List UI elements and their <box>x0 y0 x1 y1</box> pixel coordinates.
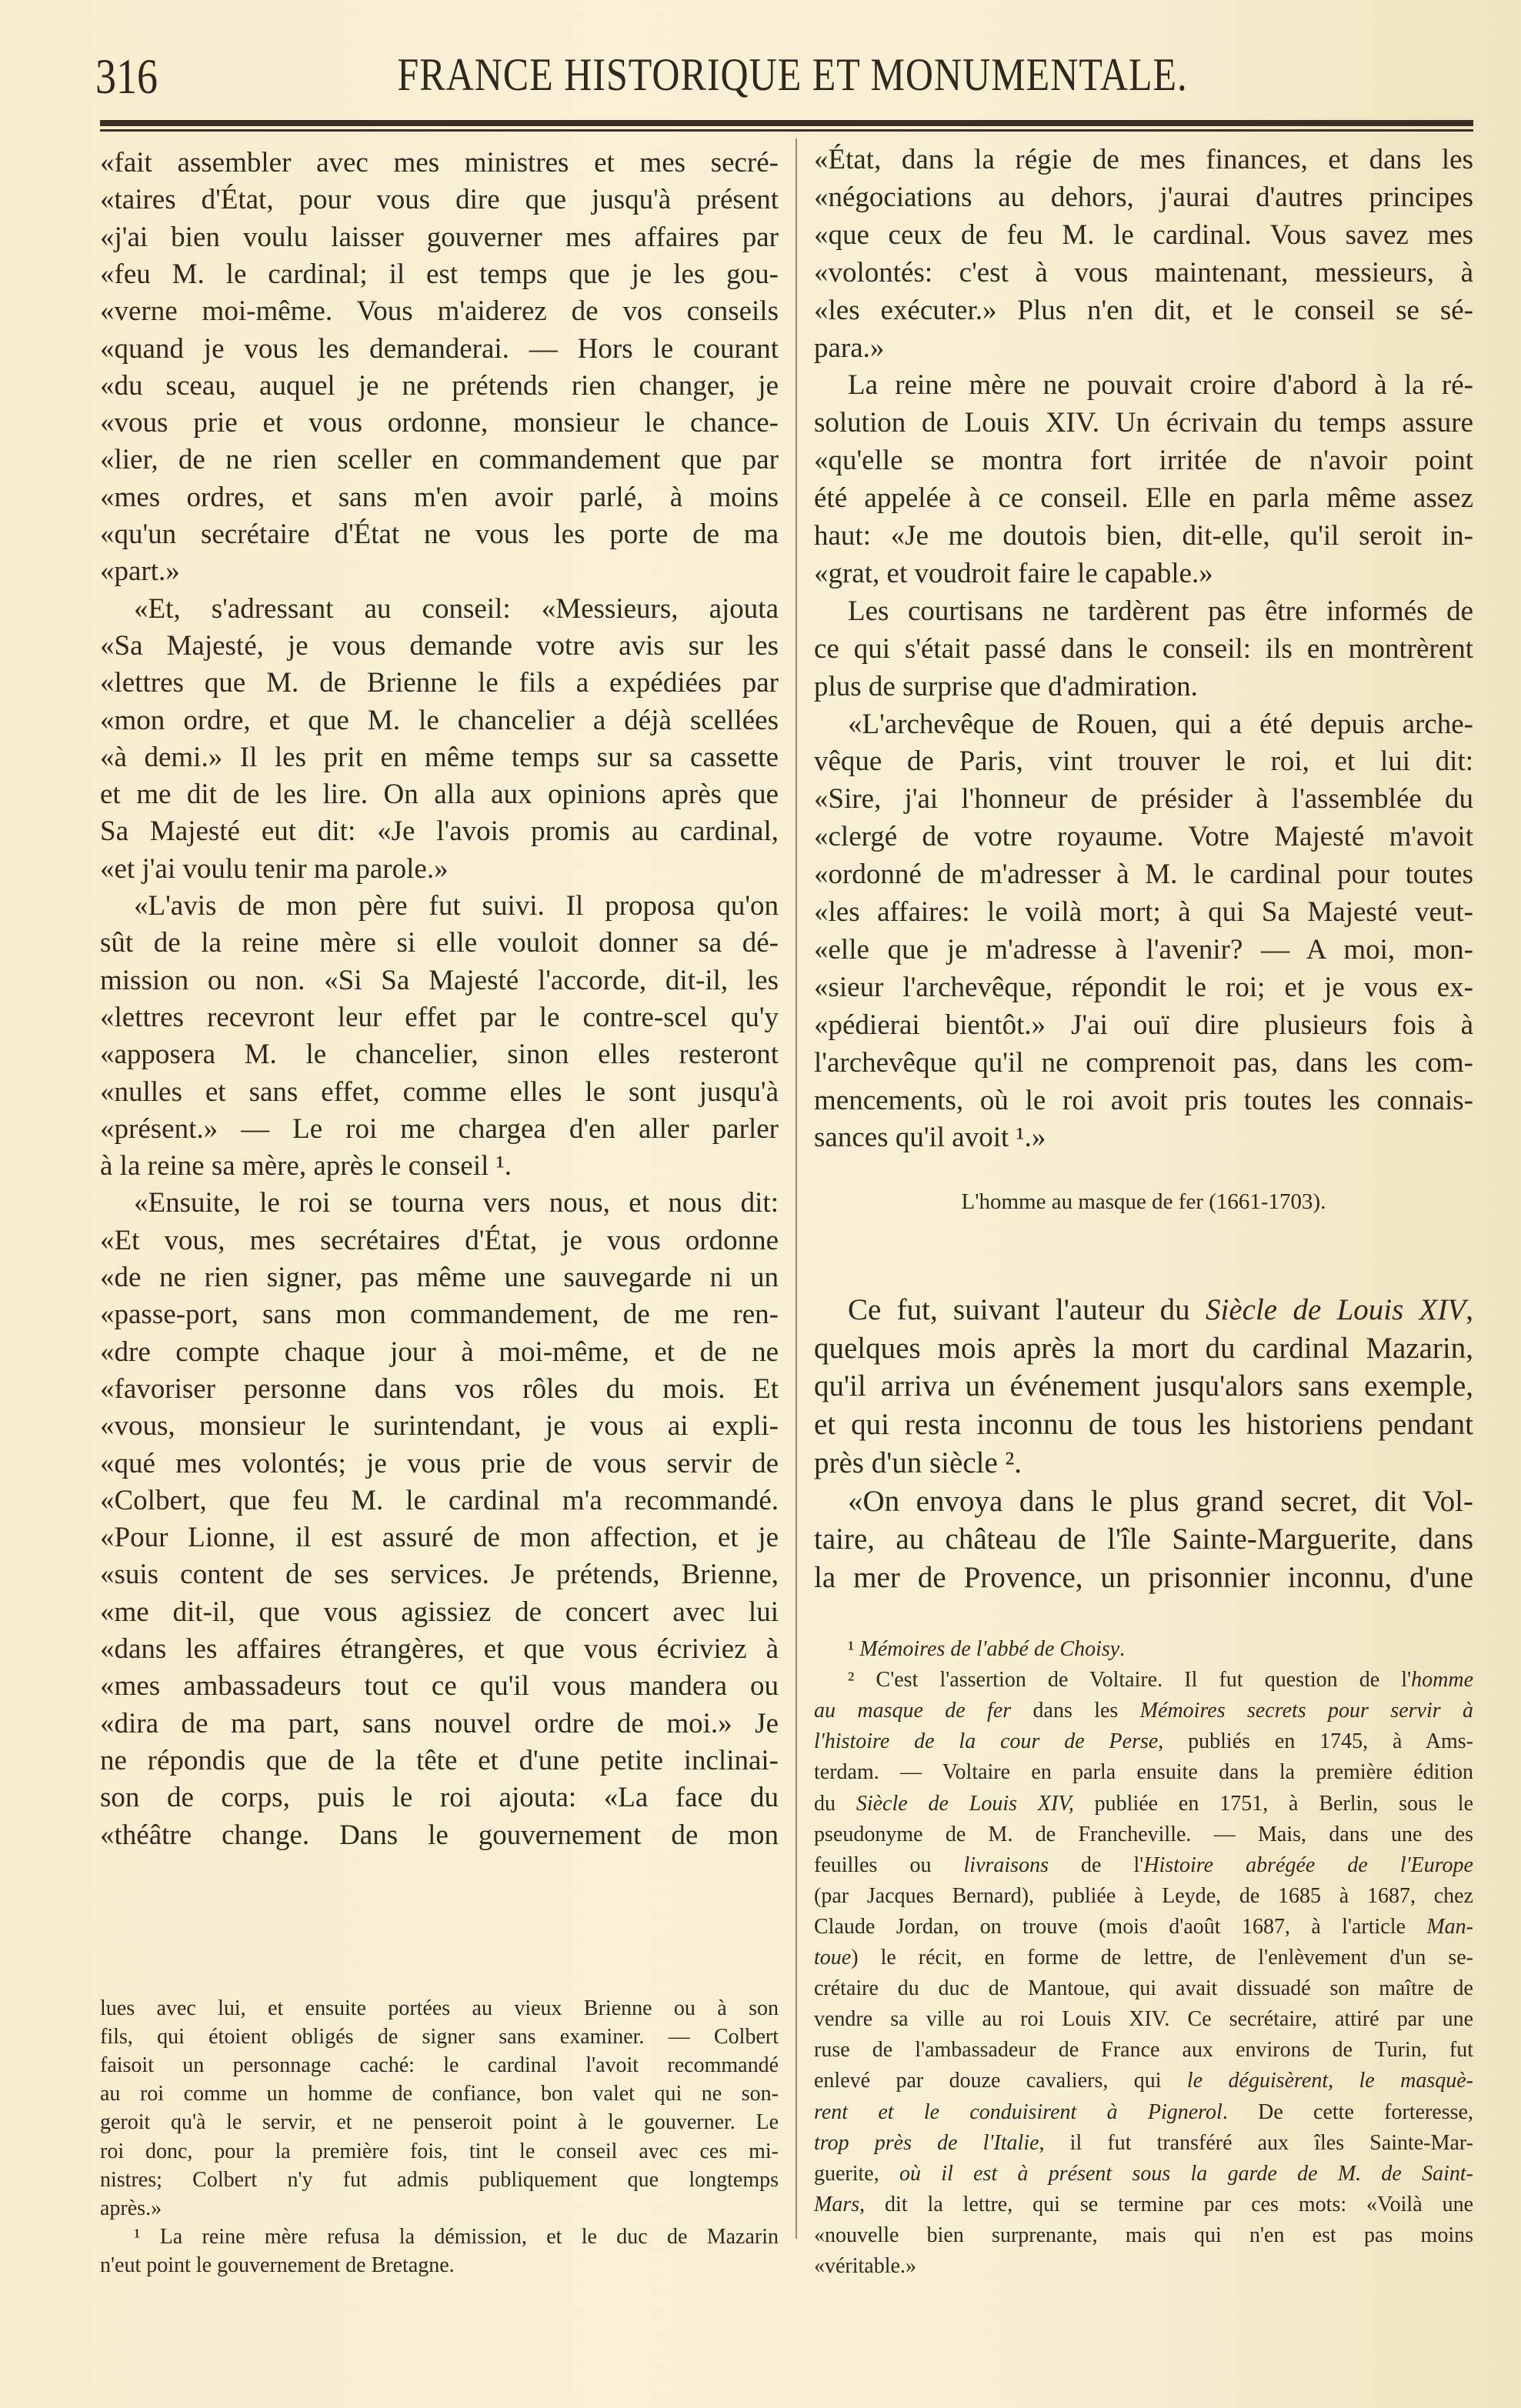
text-segment: «elle que je m'adresse à l'avenir? — A moi, mon- <box>814 933 1473 966</box>
text-line <box>100 145 779 182</box>
text-segment: enlevé par douze cavaliers, qui <box>814 2069 1187 2093</box>
text-line <box>814 2159 1473 2190</box>
text-line <box>100 1185 779 1222</box>
text-line <box>814 894 1473 932</box>
text-segment: «dans les affaires étrangères, et que vous écriviez à <box>100 1633 779 1665</box>
italic-text: Mémoires de l'abbé de Choisy <box>859 1637 1120 1661</box>
text-segment: «dira de ma part, sans nouvel ordre de moi.» Je <box>100 1707 779 1739</box>
text-segment: publiés en 1745, à Ams- <box>1163 1729 1474 1754</box>
text-segment: «favoriser personne dans vos rôles du mois. Et <box>100 1372 779 1405</box>
text-line <box>814 480 1473 518</box>
text-segment: «qué mes volontés; je vous prie de vous servir de <box>100 1447 779 1479</box>
text-segment: plus de surprise que d'admiration. <box>814 670 1198 702</box>
text-segment: «sieur l'archevêque, répondit le roi; et je vous ex- <box>814 971 1473 1003</box>
text-line <box>100 665 779 702</box>
text-line <box>814 593 1473 631</box>
text-segment: «lettres recevront leur effet par le contre-scel qu'y <box>100 1001 779 1033</box>
italic-text: livraisons <box>963 1853 1049 1877</box>
text-segment: «quand je vous les demanderai. — Hors le courant <box>100 332 779 365</box>
text-segment: à la reine sa mère, après le conseil ¹. <box>100 1150 512 1182</box>
text-line <box>814 1007 1473 1045</box>
text-line <box>100 1259 779 1296</box>
text-line <box>100 776 779 813</box>
text-line <box>100 1334 779 1371</box>
text-segment: n'eut point le gouvernement de Bretagne. <box>100 2253 455 2277</box>
text-line <box>100 368 779 405</box>
text-segment: ruse de l'ambassadeur de France aux environs de Turin, fut <box>814 2038 1473 2063</box>
text-segment: «mes ambassadeurs tout ce qu'il vous mandera ou <box>100 1670 779 1703</box>
text-segment: au roi comme un homme de confiance, bon valet qui ne son- <box>100 2082 779 2106</box>
text-segment: qu'il arriva un événement jusqu'alors sans exemple, <box>814 1369 1473 1403</box>
text-segment: dans les <box>1011 1699 1140 1723</box>
text-line <box>814 1696 1473 1726</box>
text-segment: «lettres que M. de Brienne le fils a expédiées par <box>100 667 779 699</box>
text-segment: et qui resta inconnu de tous les historiens pendant <box>814 1408 1473 1442</box>
text-segment: Sa Majesté eut dit: «Je l'avois promis au cardinal, <box>100 815 779 848</box>
text-line <box>100 1371 779 1408</box>
italic-text: au masque de fer <box>814 1699 1012 1723</box>
text-line <box>100 1994 779 2023</box>
text-segment: ¹ <box>848 1637 860 1661</box>
text-segment: «Et vous, mes secrétaires d'État, je vous ordonne <box>100 1224 779 1256</box>
text-line <box>814 367 1473 405</box>
text-segment: lues avec lui, et ensuite portées au vieux Brienne ou à son <box>100 1996 779 2020</box>
column-divider <box>796 138 797 2239</box>
text-line <box>814 255 1473 292</box>
text-line <box>814 1634 1473 1665</box>
text-line <box>814 932 1473 969</box>
text-line <box>814 1757 1473 1788</box>
text-segment: faisoit un personnage caché: le cardinal l'avoit recommandé <box>100 2053 779 2078</box>
text-line <box>100 331 779 368</box>
text-segment: solution de Louis XIV. Un écrivain du temps assure <box>814 407 1473 439</box>
text-segment: l'archevêque qu'il ne comprenoit pas, dans les com- <box>814 1046 1473 1079</box>
text-line <box>814 1973 1473 2004</box>
text-line <box>814 1819 1473 1850</box>
italic-text: Man- <box>1426 1914 1473 1939</box>
text-line <box>814 179 1473 217</box>
text-segment: para.» <box>814 332 885 364</box>
text-line <box>814 2190 1473 2220</box>
text-line <box>100 2223 779 2251</box>
header-rule-thin <box>100 129 1473 132</box>
text-segment: «L'archevêque de Rouen, qui a été depuis arche- <box>848 708 1473 740</box>
text-line <box>100 405 779 442</box>
text-segment: mission ou non. «Si Sa Majesté l'accorde, dit-il, les <box>100 964 779 996</box>
text-line <box>814 1406 1473 1444</box>
text-segment: son de corps, puis le roi ajouta: «La face du <box>100 1782 779 1814</box>
text-line <box>814 2004 1473 2035</box>
text-line <box>814 1559 1473 1597</box>
text-segment: «mes ordres, et sans m'en avoir parlé, à moins <box>100 481 779 513</box>
text-segment: (par Jacques Bernard), publiée à Leyde, de 1685 à 1687, chez <box>814 1883 1473 1908</box>
text-line <box>100 1817 779 1854</box>
text-segment: «L'avis de mon père fut suivi. Il proposa qu'on <box>134 890 779 922</box>
text-segment: «qu'elle se montra fort irritée de n'avoir point <box>814 445 1473 477</box>
text-segment: geroit qu'à le servir, et ne penseroit point à le gouverner. Le <box>100 2110 779 2135</box>
text-line <box>100 2137 779 2166</box>
text-line <box>100 1148 779 1185</box>
text-segment: terdam. — Voltaire en parla ensuite dans la première édition <box>814 1760 1473 1785</box>
text-segment: «État, dans la régie de mes finances, et dans les <box>814 144 1473 175</box>
text-segment: «suis content de ses services. Je prétends, Brienne, <box>100 1559 779 1591</box>
text-segment: «Sire, j'ai l'honneur de présider à l'assemblée du <box>814 783 1473 815</box>
italic-text: l'histoire de la cour de Perse, <box>814 1729 1164 1754</box>
text-segment: fils, qui étoient obligés de signer sans examiner. — Colbert <box>100 2025 779 2049</box>
text-segment: «clergé de votre royaume. Votre Majesté m'avoit <box>814 821 1473 853</box>
text-line <box>100 1296 779 1333</box>
text-line <box>814 856 1473 894</box>
header-rule <box>100 120 1473 126</box>
text-segment: «que ceux de feu M. le cardinal. Vous savez mes <box>814 218 1473 251</box>
text-line <box>100 628 779 665</box>
text-segment: sances qu'il avoit ¹.» <box>814 1122 1046 1154</box>
text-segment: roi donc, pour la première fois, tint le conseil avec ces mi- <box>100 2139 779 2163</box>
text-line <box>814 1881 1473 1912</box>
text-segment: ce qui s'était passé dans le conseil: ils en montrèrent <box>814 632 1473 665</box>
text-line <box>814 743 1473 781</box>
italic-text: homme <box>1411 1668 1473 1693</box>
text-line <box>100 591 779 628</box>
text-segment: «vous prie et vous ordonne, monsieur le chance- <box>100 407 779 439</box>
text-segment: «grat, et voudroit faire le capable.» <box>814 557 1213 589</box>
text-segment: feuilles ou <box>814 1853 964 1877</box>
text-segment: «dre compte chaque jour à moi-même, et de ne <box>100 1336 779 1368</box>
text-line <box>100 851 779 888</box>
text-line <box>100 2108 779 2136</box>
text-segment: ne répondis que de la tête et d'une petite inclinai- <box>100 1744 779 1776</box>
text-line <box>100 739 779 776</box>
text-line <box>814 2066 1473 2096</box>
text-segment: «ordonné de m'adresser à M. le cardinal pour toutes <box>814 859 1473 891</box>
text-segment: de l' <box>1048 1853 1144 1877</box>
text-line <box>100 1408 779 1445</box>
text-segment: «du sceau, auquel je ne prétends rien changer, je <box>100 369 779 402</box>
text-line <box>814 1444 1473 1482</box>
text-line <box>100 1111 779 1148</box>
text-line <box>814 2097 1473 2128</box>
text-line <box>100 516 779 553</box>
text-line <box>814 706 1473 744</box>
text-line <box>100 2079 779 2108</box>
text-segment: «les exécuter.» Plus n'en dit, et le conseil se sé- <box>814 294 1473 326</box>
text-segment: Claude Jordan, on trouve (mois d'août 1687, à l'article <box>814 1914 1427 1939</box>
text-line <box>814 405 1473 442</box>
text-line <box>100 1482 779 1519</box>
text-segment: vendre sa ville au roi Louis XIV. Ce secrétaire, attiré par une <box>814 2007 1473 2032</box>
text-segment: «négociations au dehors, j'aurai d'autres principes <box>814 181 1473 213</box>
text-line <box>814 1912 1473 1943</box>
text-line <box>100 1074 779 1111</box>
text-line <box>814 1482 1473 1521</box>
text-line <box>814 1329 1473 1368</box>
text-segment: . <box>1119 1637 1126 1661</box>
text-segment: . De cette forteresse, <box>1222 2099 1473 2124</box>
text-segment: «Et, s'adressant au conseil: «Messieurs, ajouta <box>134 592 779 625</box>
text-line <box>100 2166 779 2194</box>
text-segment: nistres; Colbert n'y fut admis publiquement que longtemps <box>100 2167 779 2192</box>
text-segment: «Pour Lionne, il est assuré de mon affection, et je <box>100 1522 779 1554</box>
text-segment: ¹ La reine mère refusa la démission, et le duc de Mazarin <box>134 2224 779 2249</box>
text-segment: crétaire du duc de Mantoue, qui avait dissuadé son maître de <box>814 1976 1473 2001</box>
text-line <box>100 256 779 293</box>
text-segment: ² C'est l'assertion de Voltaire. Il fut question de l' <box>848 1668 1412 1693</box>
text-line <box>814 217 1473 255</box>
italic-text: Histoire abrégée de l'Europe <box>1143 1853 1473 1877</box>
text-segment: , dit la lettre, qui se termine par ces mots: «Voilà une <box>859 2192 1473 2216</box>
text-segment: sût de la reine mère si elle vouloit donner sa dé- <box>100 927 779 959</box>
text-line <box>814 330 1473 368</box>
text-segment: «apposera M. le chancelier, sinon elles resteront <box>100 1039 779 1071</box>
text-line <box>100 1556 779 1593</box>
text-line <box>100 1706 779 1743</box>
text-line <box>814 1119 1473 1157</box>
text-line <box>814 1045 1473 1082</box>
text-segment: «qu'un secrétaire d'État ne vous les porte de ma <box>100 519 779 550</box>
text-segment: «et j'ai voulu tenir ma parole.» <box>100 852 449 885</box>
text-line <box>814 2035 1473 2066</box>
text-segment: «nouvelle bien surprenante, mais qui n'en est pas moins <box>814 2223 1473 2247</box>
text-segment: «nulles et sans effet, comme elles le sont jusqu'à <box>100 1076 779 1108</box>
text-line <box>814 1665 1473 1696</box>
text-line <box>100 925 779 962</box>
text-line <box>814 292 1473 330</box>
text-line <box>814 631 1473 669</box>
text-line <box>100 1668 779 1705</box>
text-segment: Les courtisans ne tardèrent pas être informés de <box>848 595 1473 627</box>
text-line <box>814 555 1473 593</box>
italic-text: Siècle de Louis XIV <box>1206 1293 1466 1326</box>
text-line <box>100 182 779 218</box>
italic-text: Mars <box>814 2192 860 2216</box>
text-line <box>100 962 779 999</box>
text-segment: «Colbert, que feu M. le cardinal m'a recommandé. <box>100 1484 779 1516</box>
text-segment: taire, au château de l'île Sainte-Marguerite, dans <box>814 1523 1473 1556</box>
text-segment: «de ne rien signer, pas même une sauvegarde ni un <box>100 1262 779 1293</box>
text-line <box>814 1291 1473 1329</box>
text-line <box>100 2251 779 2280</box>
text-line <box>100 1594 779 1631</box>
text-line <box>814 1367 1473 1406</box>
text-line <box>100 2051 779 2079</box>
text-line <box>100 1222 779 1259</box>
text-line <box>814 1726 1473 1757</box>
text-line <box>100 1743 779 1779</box>
text-segment: guerite, <box>814 2161 900 2186</box>
text-segment: du <box>814 1791 856 1816</box>
text-line <box>814 2251 1473 2282</box>
italic-text: Mémoires secrets pour servir à <box>1139 1699 1473 1723</box>
text-line <box>100 1631 779 1668</box>
text-segment: pseudonyme de M. de Francheville. — Mais, dans une des <box>814 1822 1473 1846</box>
text-segment: la mer de Provence, un prisonnier inconnu, d'une <box>814 1560 1473 1594</box>
text-line <box>814 2128 1473 2159</box>
text-line <box>814 142 1473 179</box>
text-segment: «à demi.» Il les prit en même temps sur sa cassette <box>100 741 779 773</box>
text-segment: haut: «Je me doutois bien, dit-elle, qu'il seroit in- <box>814 520 1473 552</box>
text-line <box>814 781 1473 819</box>
italic-text: rent et le conduisirent à Pignerol <box>814 2099 1222 2124</box>
text-line <box>100 702 779 739</box>
text-line <box>100 1519 779 1556</box>
text-segment: La reine mère ne pouvait croire d'abord à la ré- <box>848 369 1473 402</box>
text-segment: «véritable.» <box>814 2254 916 2278</box>
text-line <box>100 2194 779 2223</box>
text-segment: «Sa Majesté, je vous demande votre avis sur les <box>100 629 779 662</box>
text-segment: «Ensuite, le roi se tourna vers nous, et nous dit: <box>134 1187 779 1219</box>
italic-text: où il est à présent sous la garde de M. de Saint- <box>899 2161 1473 2186</box>
text-segment: «volontés: c'est à vous maintenant, messieurs, à <box>814 256 1473 288</box>
text-line <box>814 819 1473 856</box>
text-line <box>814 969 1473 1007</box>
text-segment: «On envoya dans le plus grand secret, dit Vol- <box>848 1484 1473 1518</box>
text-line <box>100 1779 779 1816</box>
text-segment: «part.» <box>100 555 180 588</box>
text-line <box>814 1082 1473 1120</box>
text-segment: «théâtre change. Dans le gouvernement de mon <box>100 1819 779 1851</box>
text-segment: «présent.» — Le roi me chargea d'en aller parler <box>100 1112 779 1145</box>
text-line <box>814 1520 1473 1559</box>
text-segment: «fait assembler avec mes ministres et mes secré- <box>100 147 779 178</box>
text-line <box>100 1036 779 1073</box>
italic-text: Siècle de Louis XIV, <box>856 1791 1074 1816</box>
text-segment: , <box>1466 1293 1474 1326</box>
text-line <box>100 442 779 479</box>
text-segment: après.» <box>100 2196 162 2220</box>
text-segment: et me dit de les lire. On alla aux opinions après que <box>100 779 779 811</box>
text-line <box>814 1943 1473 1973</box>
text-line <box>814 1850 1473 1881</box>
text-line <box>100 1446 779 1482</box>
text-line <box>100 293 779 330</box>
text-segment: quelques mois après la mort du cardinal Mazarin, <box>814 1331 1473 1365</box>
text-line <box>100 553 779 590</box>
text-segment: vêque de Paris, vint trouver le roi, et lui dit: <box>814 745 1473 778</box>
text-line <box>814 669 1473 706</box>
italic-text: trop près de l'Italie <box>814 2130 1039 2155</box>
text-segment: «verne moi-même. Vous m'aiderez de vos conseils <box>100 295 779 328</box>
running-title: FRANCE HISTORIQUE ET MONUMENTALE. <box>397 48 1188 101</box>
text-line <box>100 219 779 256</box>
text-line <box>100 2023 779 2051</box>
text-segment: été appelée à ce conseil. Elle en parla même assez <box>814 482 1473 515</box>
text-line <box>100 479 779 516</box>
text-line <box>100 888 779 925</box>
text-segment: publiée en 1751, à Berlin, sous le <box>1073 1791 1473 1816</box>
text-line <box>814 2220 1473 2251</box>
text-line <box>100 999 779 1036</box>
text-segment: mencements, où le roi avoit pris toutes les connais- <box>814 1084 1473 1116</box>
text-segment: «passe-port, sans mon commandement, de me ren- <box>100 1299 779 1331</box>
text-segment: «lier, de ne rien sceller en commandement que par <box>100 444 779 476</box>
section-heading: L'homme au masque de fer (1661-1703). <box>961 1189 1326 1214</box>
text-segment: «pédierai bientôt.» J'ai ouï dire plusieurs fois à <box>814 1009 1473 1041</box>
text-segment: ) le récit, en forme de lettre, de l'enlèvement d'un se- <box>851 1946 1473 1969</box>
italic-text: toue <box>814 1946 852 1969</box>
text-segment: «vous, monsieur le surintendant, je vous ai expli- <box>100 1410 779 1442</box>
text-segment: «j'ai bien voulu laisser gouverner mes affaires par <box>100 221 779 253</box>
text-segment: «feu M. le cardinal; il est temps que je les gou- <box>100 258 779 290</box>
italic-text: le déguisèrent, le masquè- <box>1186 2069 1473 2093</box>
text-segment: «taires d'État, pour vous dire que jusqu'à présent <box>100 184 779 216</box>
text-segment: «mon ordre, et que M. le chancelier a déjà scellées <box>100 704 779 736</box>
text-line <box>814 442 1473 480</box>
text-segment: , il fut transféré aux îles Sainte-Mar- <box>1039 2130 1473 2155</box>
page-number: 316 <box>95 48 158 105</box>
text-segment: «les affaires: le voilà mort; à qui Sa Majesté veut- <box>814 896 1473 928</box>
text-segment: Ce fut, suivant l'auteur du <box>848 1293 1206 1326</box>
text-line <box>814 518 1473 555</box>
text-line <box>100 813 779 850</box>
text-segment: «me dit-il, que vous agissiez de concert avec lui <box>100 1596 779 1628</box>
text-segment: près d'un siècle ². <box>814 1446 1022 1479</box>
text-line <box>814 1789 1473 1819</box>
